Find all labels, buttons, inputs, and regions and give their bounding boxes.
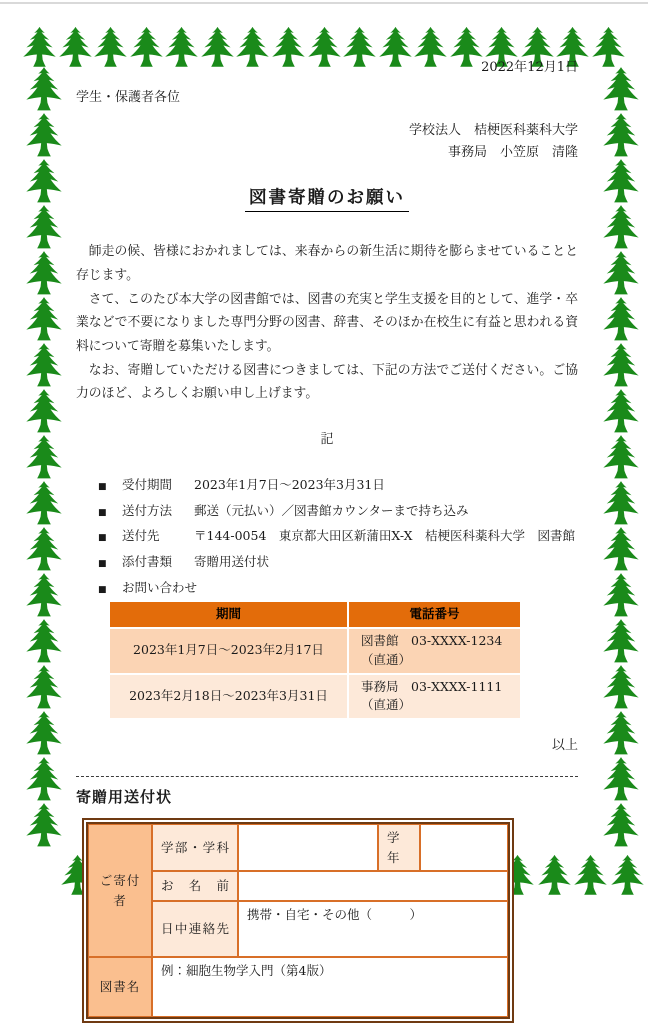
pine-tree-icon (25, 664, 63, 710)
document-title-text: 図書寄贈のお願い (245, 188, 409, 212)
pine-tree-icon (25, 480, 63, 526)
pine-tree-icon (25, 66, 63, 112)
pine-tree-icon (602, 710, 640, 756)
pine-tree-icon (602, 756, 640, 802)
notice-item-label: 送付方法 (122, 502, 173, 518)
department-label-cell: 学部・学科 (152, 824, 238, 871)
tree-border-right (602, 66, 640, 848)
notice-item-label: 送付先 (122, 528, 160, 544)
notice-item-value: 2023年1月7日～2023年3月31日 (194, 477, 385, 493)
contact-period-cell: 2023年1月7日～2023年2月17日 (110, 629, 349, 675)
pine-tree-icon (602, 618, 640, 664)
pine-tree-icon (591, 26, 626, 68)
donor-label-cell: ご寄付者 (88, 824, 152, 957)
paragraph-greeting: 師走の候、皆様におかれましては、来春からの新生活に期待を膨らませていることと存じます。 (76, 244, 578, 283)
bullet-square-icon: ■ (98, 482, 107, 493)
document-title (76, 185, 578, 212)
paragraph-request: なお、寄贈していただける図書につきましては、下記の方法でご送付ください。ご協力のほど、よろしくお願い申し上げます。 (76, 362, 578, 402)
pine-tree-icon (602, 572, 640, 618)
grade-input-cell (420, 824, 508, 871)
pine-tree-icon (602, 112, 640, 158)
pine-tree-icon (602, 158, 640, 204)
grade-label-cell: 学年 (378, 824, 420, 871)
notice-item (98, 549, 578, 575)
pine-tree-icon (602, 388, 640, 434)
pine-tree-icon (602, 802, 640, 848)
closing-marker: 以上 (551, 738, 578, 753)
pine-tree-icon (602, 664, 640, 710)
pine-tree-icon (573, 854, 608, 896)
contact-table-row (110, 629, 520, 675)
bullet-square-icon: ■ (98, 507, 107, 518)
cut-line-divider (76, 776, 578, 777)
contact-input-cell: 携帯・自宅・その他（ ） (238, 901, 508, 957)
pine-tree-icon (25, 296, 63, 342)
pine-tree-icon (602, 296, 640, 342)
pine-tree-icon (25, 756, 63, 802)
notice-item-label: 受付期間 (122, 477, 173, 493)
contact-table-header-row (110, 602, 520, 629)
notice-item-label: お問い合わせ (122, 579, 198, 595)
contact-phone-cell: 事務局 03-XXXX-1111（直通） (349, 675, 520, 721)
letter-body (76, 240, 578, 406)
pine-tree-icon (602, 250, 640, 296)
name-label-cell: お名前 (152, 871, 238, 901)
contact-header-period: 期間 (110, 602, 349, 629)
notice-item (98, 498, 578, 524)
contact-table (110, 602, 520, 720)
book-label-cell: 図書名 (88, 957, 152, 1017)
notice-item-label: 添付書類 (122, 554, 173, 569)
contact-period-cell: 2023年2月18日～2023年3月31日 (110, 675, 349, 721)
notice-item-value: 寄贈用送付状 (194, 554, 270, 569)
pine-tree-icon (25, 250, 63, 296)
book-input-cell: 例：細胞生物学入門（第4版） (152, 957, 508, 1017)
sender-block (76, 120, 578, 163)
pine-tree-icon (602, 342, 640, 388)
pine-tree-icon (602, 66, 640, 112)
letter-content (76, 58, 578, 1023)
pine-tree-icon (25, 802, 63, 848)
form-heading: 寄贈用送付状 (76, 788, 173, 807)
notice-list (76, 472, 578, 600)
pine-tree-icon (25, 158, 63, 204)
notice-item (98, 523, 578, 549)
bullet-square-icon: ■ (98, 533, 107, 544)
pine-tree-icon (25, 204, 63, 250)
window-top-edge (0, 2, 648, 4)
form-row-department (88, 824, 508, 871)
pine-tree-icon (25, 342, 63, 388)
pine-tree-icon (25, 388, 63, 434)
department-input-cell (238, 824, 378, 871)
notice-item (98, 575, 578, 601)
pine-tree-icon (25, 526, 63, 572)
pine-tree-icon (25, 618, 63, 664)
contact-label-cell: 日中連絡先 (152, 901, 238, 957)
pine-tree-icon (602, 526, 640, 572)
ki-marker: 記 (320, 431, 334, 447)
contact-table-body (110, 629, 520, 720)
contact-table-row (110, 675, 520, 721)
notice-item-value: 郵送（元払い）／図書館カウンターまで持ち込み (194, 502, 469, 518)
pine-tree-icon (22, 26, 57, 68)
contact-header-phone: 電話番号 (349, 602, 520, 629)
sender-person: 事務局 小笠原 清隆 (447, 144, 578, 160)
bullet-square-icon: ■ (98, 584, 107, 595)
pine-tree-icon (602, 480, 640, 526)
document-date: 2022年12月1日 (481, 60, 578, 75)
sender-organization: 学校法人 桔梗医科薬科大学 (408, 123, 578, 139)
tree-border-left (25, 66, 63, 848)
name-input-cell (238, 871, 508, 901)
pine-tree-icon (25, 572, 63, 618)
pine-tree-icon (25, 112, 63, 158)
pine-tree-icon (25, 434, 63, 480)
recipient-line: 学生・保護者各位 (76, 90, 181, 106)
paragraph-purpose: さて、このたび本大学の図書館では、図書の充実と学生支援を目的として、進学・卒業などで不要になりました専門分野の図書、辞書、そのほか在校生に有益と思われる資料について寄贈を募集いたします。 (76, 291, 578, 354)
contact-phone-cell: 図書館 03-XXXX-1234（直通） (349, 629, 520, 675)
pine-tree-icon (602, 434, 640, 480)
notice-item-value: 〒144-0054 東京都大田区新蒲田X-X 桔梗医科薬科大学 図書館 (194, 528, 576, 544)
form-row-book (88, 957, 508, 1017)
pine-tree-icon (610, 854, 645, 896)
bullet-square-icon: ■ (98, 559, 107, 569)
pine-tree-icon (25, 710, 63, 756)
notice-item (98, 472, 578, 498)
pine-tree-icon (602, 204, 640, 250)
